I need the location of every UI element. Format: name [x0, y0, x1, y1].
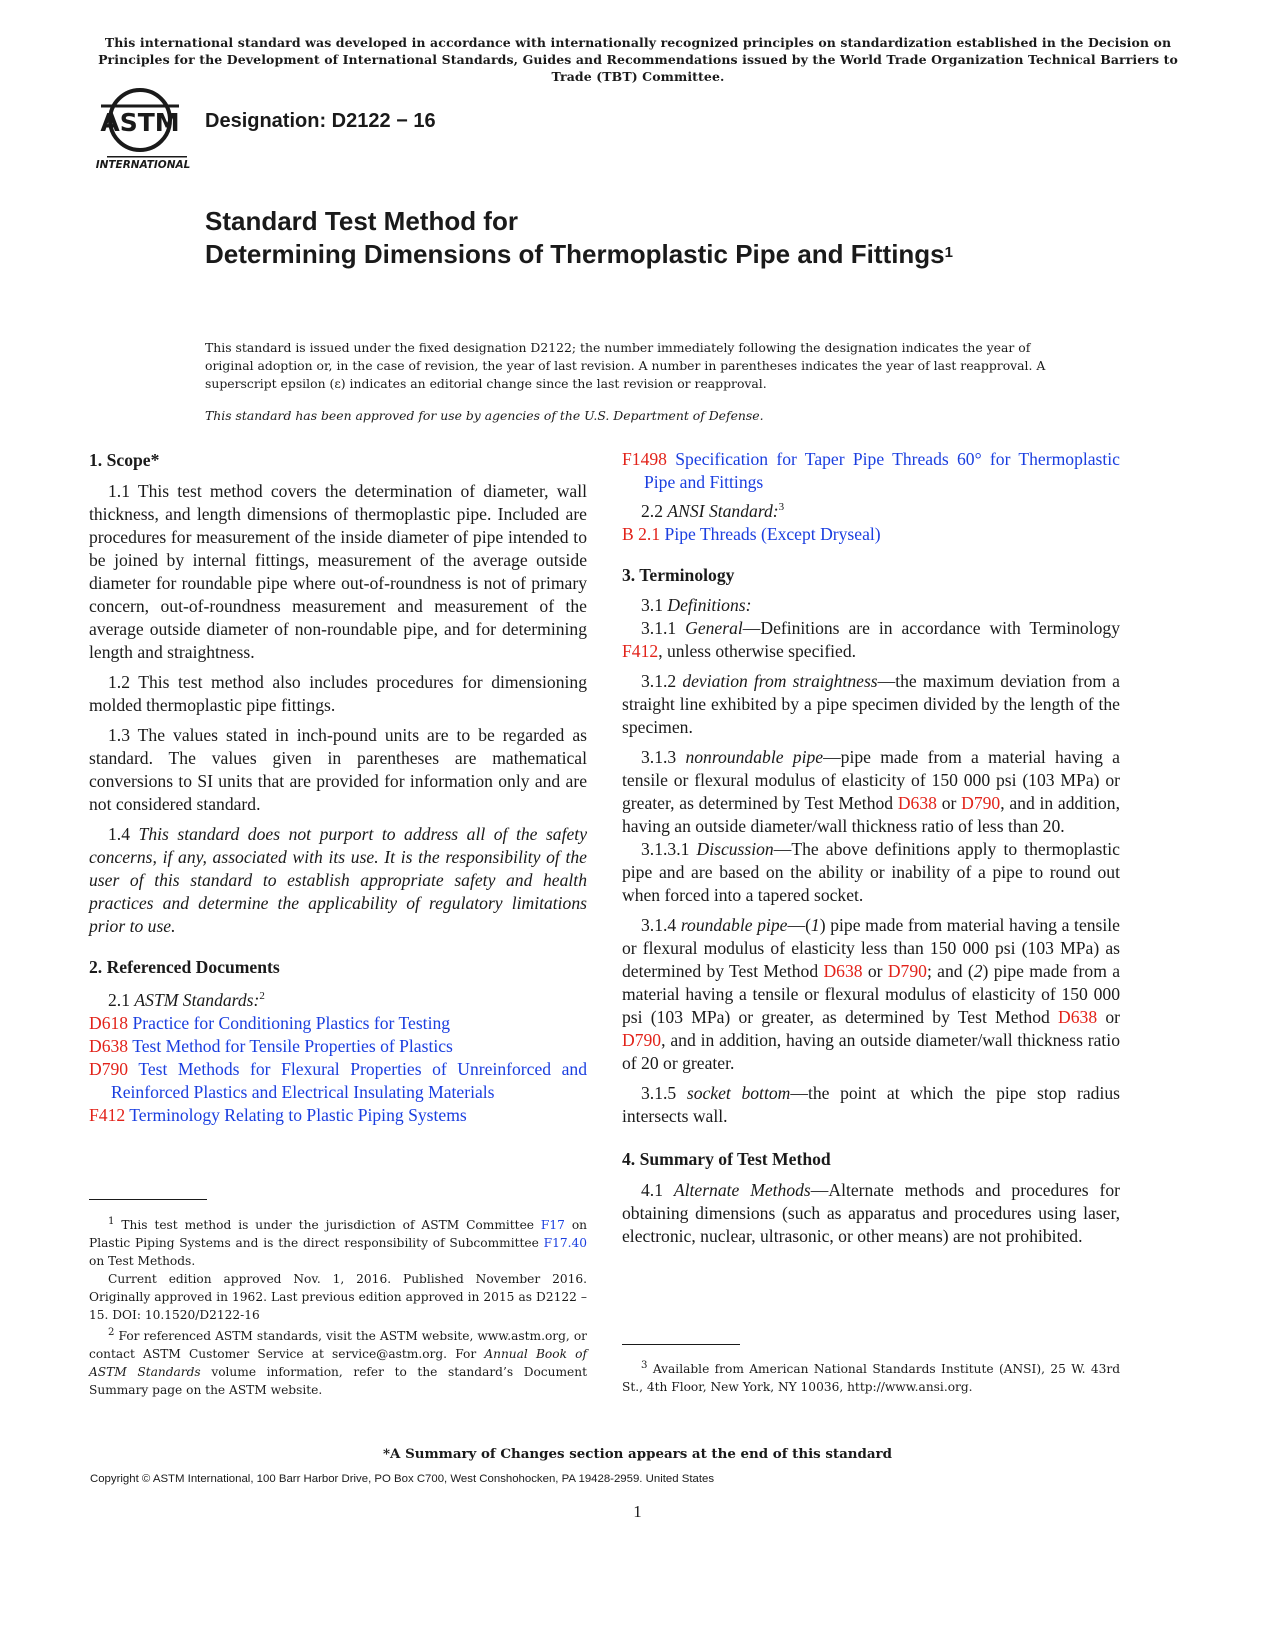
title-line-1: Standard Test Method for	[205, 206, 518, 236]
footnote-3-text: Available from American National Standards Institute (ANSI), 25 W. 43rd St., 4th Floor, New York, NY 10036, http://www.ansi.org.	[622, 1362, 1120, 1395]
astm-standards-sup[interactable]: 2	[259, 990, 265, 1002]
ref-f412[interactable]	[89, 1104, 587, 1127]
ref-title[interactable]: Practice for Conditioning Plastics for Testing	[132, 1012, 451, 1033]
ansi-standard-num: 2.2	[641, 500, 663, 521]
term-name: nonroundable pipe	[685, 746, 824, 767]
para-3-1-2	[622, 670, 1120, 739]
term-text: pipe made from a material having a tensile or flexural modulus of elasticity of 150 000 psi (103 MPa) or greater, as determined by Test Method	[622, 960, 1120, 1027]
para-3-1-3-1	[622, 838, 1120, 907]
footnote-divider-right	[622, 1344, 740, 1345]
title-footnote-mark[interactable]: 1	[944, 244, 953, 261]
term-text: pipe made from material having a tensile or flexural modulus of elasticity less than 150 000 psi (103 MPa) as determined by Test Method	[622, 914, 1120, 981]
ref-title[interactable]: Test Method for Tensile Properties of Plastics	[132, 1035, 453, 1056]
right-column	[622, 448, 1120, 1248]
ref-d790[interactable]	[89, 1058, 587, 1104]
ref-code[interactable]: D790	[89, 1058, 129, 1079]
d638-link[interactable]: D638	[823, 960, 863, 981]
ref-title[interactable]: Test Methods for Flexural Properties of Unreinforced and Reinforced Plastics and Electrical Insulating Materials	[111, 1058, 587, 1102]
para-3-1	[622, 594, 1120, 617]
ref-code[interactable]: D638	[89, 1035, 129, 1056]
term-text: —the maximum deviation from a straight line exhibited by a pipe specimen divided by the length of the specimen.	[622, 670, 1120, 737]
astm-standards-num: 2.1	[108, 989, 130, 1010]
title-main: Determining Dimensions of Thermoplastic Pipe and Fittings	[205, 239, 945, 269]
page-number: 1	[633, 1502, 642, 1521]
d790-link[interactable]: D790	[961, 792, 1001, 813]
term-num: 3.1.3	[641, 746, 677, 767]
para-3-1-4: 3.1.4 roundable pipe—(1) pipe made from material having a tensile or flexural modulus of elasticity less than 150 000 psi (103 MPa) as determined by Test Method D638 or D790; and (2) pipe made from a material having a tensile or flexural modulus of elasticity of 150 000 psi (103 MPa) or greater, as determined by Test Method D638 or D790, and in addition, having an outside diameter/wall thickness ratio of 20 or greater.	[622, 914, 1120, 1073]
term-num: 3.1.5	[641, 1082, 677, 1103]
para-4-1-num: 4.1	[641, 1179, 663, 1200]
term-text: or	[1105, 1006, 1120, 1027]
scope-heading: 1. Scope*	[89, 450, 160, 470]
term-num: 3.1.1	[641, 617, 677, 638]
term-text: , and in addition, having an outside diameter/wall thickness ratio of less than 20.	[622, 792, 1120, 836]
footnote-1	[89, 1213, 587, 1270]
summary-of-changes-note: *A Summary of Changes section appears at the end of this standard	[383, 1446, 892, 1462]
wto-notice: This international standard was developed in accordance with internationally recognized principles on standardization established in the Decision on Principles for the Development of International Standards, Guides and Recommendations issued by the World Trade Organization Technical Barriers to Trade (TBT) Committee.	[98, 35, 1178, 84]
left-column	[89, 449, 587, 1127]
issue-note: This standard is issued under the fixed designation D2122; the number immediately following the designation indicates the year of original adoption or, in the case of revision, the year of last revision. A number in parentheses indicates the year of last reapproval. A superscript epsilon (ε) indicates an editorial change since the last revision or reapproval.	[205, 340, 1046, 391]
copyright: Copyright © ASTM International, 100 Barr Harbor Drive, PO Box C700, West Conshohocken, PA 19428-2959. United States	[90, 1473, 715, 1485]
footnote-1-text-b: on Plastic Piping Systems and is the direct responsibility of Subcommittee	[89, 1218, 587, 1251]
term-text: , unless otherwise specified.	[658, 640, 857, 661]
term-num: 3.1.3.1	[641, 838, 690, 859]
ansi-standard-sup[interactable]: 3	[778, 501, 785, 513]
f412-link[interactable]: F412	[622, 640, 659, 661]
ref-title[interactable]: Terminology Relating to Plastic Piping Systems	[129, 1104, 467, 1125]
para-4-1-term: Alternate Methods	[673, 1179, 811, 1200]
designation: Designation: D2122 − 16	[205, 110, 436, 132]
astm-standards-text: ASTM Standards:	[134, 989, 260, 1010]
para-1-2: 1.2 This test method also includes procedures for dimensioning molded thermoplastic pipe fittings.	[89, 672, 587, 715]
term-text: , and in addition, having an outside diameter/wall thickness ratio of 20 or greater.	[622, 1029, 1120, 1073]
footnote-3-mark: 3	[641, 1360, 648, 1371]
ref-d638[interactable]	[89, 1035, 587, 1058]
term-text: —Definitions are in accordance with Terminology	[742, 617, 1120, 638]
footnote-2-italic: Annual Book of ASTM Standards	[89, 1347, 587, 1380]
document-title	[205, 205, 965, 271]
d790-link[interactable]: D790	[887, 960, 927, 981]
enum-2: 2	[973, 960, 983, 981]
ref-f1498[interactable]	[622, 448, 1120, 494]
term-name: Discussion	[696, 838, 774, 859]
footnotes-left	[89, 1213, 587, 1399]
footnote-3	[622, 1357, 1120, 1396]
term-text: —the point at which the pipe stop radius intersects wall.	[622, 1082, 1120, 1126]
term-text: or	[867, 960, 883, 981]
footnotes-right	[622, 1357, 1120, 1396]
footnote-2-text-a: For referenced ASTM standards, visit the ASTM website, www.astm.org, or contact ASTM Customer Service at service@astm.org. For	[89, 1329, 588, 1362]
para-1-4-text: This standard does not purport to address all of the safety concerns, if any, associated with its use. It is the responsibility of the user of this standard to establish appropriate safety and health practices and determine the applicability of regulatory limitations prior to use.	[89, 824, 588, 936]
footnote-1-mark: 1	[108, 1216, 115, 1227]
astm-logo-sub: INTERNATIONAL	[95, 159, 191, 171]
footnote-2-text-b: volume information, refer to the standard’s Document Summary page on the ASTM website.	[89, 1365, 587, 1398]
para-1-3: 1.3 The values stated in inch-pound units are to be regarded as standard. The values given in parentheses are mathematical conversions to SI units that are provided for information only and are not considered standard.	[89, 725, 587, 814]
dod-note: This standard has been approved for use by agencies of the U.S. Department of Defense.	[205, 408, 764, 423]
ref-d618[interactable]	[89, 1012, 587, 1035]
ref-code[interactable]: F412	[89, 1104, 126, 1125]
para-3-1-1	[622, 617, 1120, 663]
astm-standards-label	[89, 985, 587, 1012]
term-name: General	[685, 617, 743, 638]
ansi-standard-text: ANSI Standard:	[667, 500, 779, 521]
title-line-2	[205, 238, 965, 271]
footnote-divider-left	[89, 1199, 207, 1200]
term-name: socket bottom	[686, 1082, 791, 1103]
d638-link[interactable]: D638	[1058, 1006, 1098, 1027]
term-text: —pipe made from a material having a tensile or flexural modulus of elasticity of 150 000 psi (103 MPa) or greater, as determined by Test Method	[622, 746, 1120, 813]
term-text: or	[941, 792, 957, 813]
para-1-4	[89, 823, 587, 938]
ref-code[interactable]: B 2.1	[622, 523, 661, 544]
term-name: deviation from straightness	[682, 670, 878, 691]
ref-title[interactable]: Specification for Taper Pipe Threads 60° for Thermoplastic Pipe and Fittings	[644, 449, 1120, 492]
term-text: ; and	[926, 960, 963, 981]
enum-1: 1	[810, 914, 820, 935]
summary-heading: 4. Summary of Test Method	[622, 1148, 831, 1169]
para-1-1: 1.1 This test method covers the determination of diameter, wall thickness, and length dimensions of thermoplastic pipe. Included are procedures for measurement of the inside diameter of pipe intended to be joined by internal fittings, measurement of the average outside diameter for roundable pipe where out-of-roundness is not of primary concern, out-of-roundness measurement and measurement of the average outside diameter of non-roundable pipe, and for determining length and straightness.	[89, 481, 587, 662]
astm-logo	[93, 86, 193, 172]
para-3-1-5	[622, 1082, 1120, 1128]
footnote-2-mark: 2	[108, 1327, 115, 1339]
footnote-2	[89, 1324, 587, 1399]
footnote-1-text-c: on Test Methods.	[89, 1254, 196, 1269]
term-text: —The above definitions apply to thermoplastic pipe and are based on the ability or inability of a pipe to round out when forced into a tapered socket.	[622, 838, 1120, 905]
committee-link[interactable]: F17	[540, 1218, 565, 1233]
refdocs-heading: 2. Referenced Documents	[89, 957, 280, 977]
term-num: 3.1.2	[641, 670, 677, 691]
para-1-4-num: 1.4	[108, 824, 130, 844]
subcommittee-link[interactable]: F17.40	[543, 1236, 587, 1251]
para-3-1-3	[622, 746, 1120, 838]
d638-link[interactable]: D638	[897, 792, 937, 813]
footnote-1-text-a: This test method is under the jurisdiction of ASTM Committee	[121, 1218, 534, 1233]
terminology-heading: 3. Terminology	[622, 564, 735, 585]
footnote-1-edition: Current edition approved Nov. 1, 2016. Published November 2016. Originally approved in 1962. Last previous edition approved in 2015 as D2122 – 15. DOI: 10.1520/D2122-16	[89, 1272, 587, 1323]
ref-code[interactable]: D618	[89, 1012, 129, 1033]
term-num: 3.1.4	[641, 914, 677, 935]
ref-code[interactable]: F1498	[622, 449, 667, 469]
para-3-1-num: 3.1	[641, 594, 663, 615]
para-4-1-text: —Alternate methods and procedures for obtaining dimensions (such as apparatus and procedures using laser, electronic, nuclear, ultrasonic, or other means) are not prohibited.	[622, 1179, 1120, 1246]
ansi-standard-label	[622, 496, 1120, 523]
para-3-1-label: Definitions:	[667, 594, 752, 615]
d790-link[interactable]: D790	[622, 1029, 662, 1050]
astm-logo-mark: ASTM	[100, 108, 180, 137]
term-name: roundable pipe	[680, 914, 788, 935]
ref-title[interactable]: Pipe Threads (Except Dryseal)	[664, 523, 881, 544]
para-4-1	[622, 1179, 1120, 1248]
ref-b2-1[interactable]	[622, 523, 1120, 546]
